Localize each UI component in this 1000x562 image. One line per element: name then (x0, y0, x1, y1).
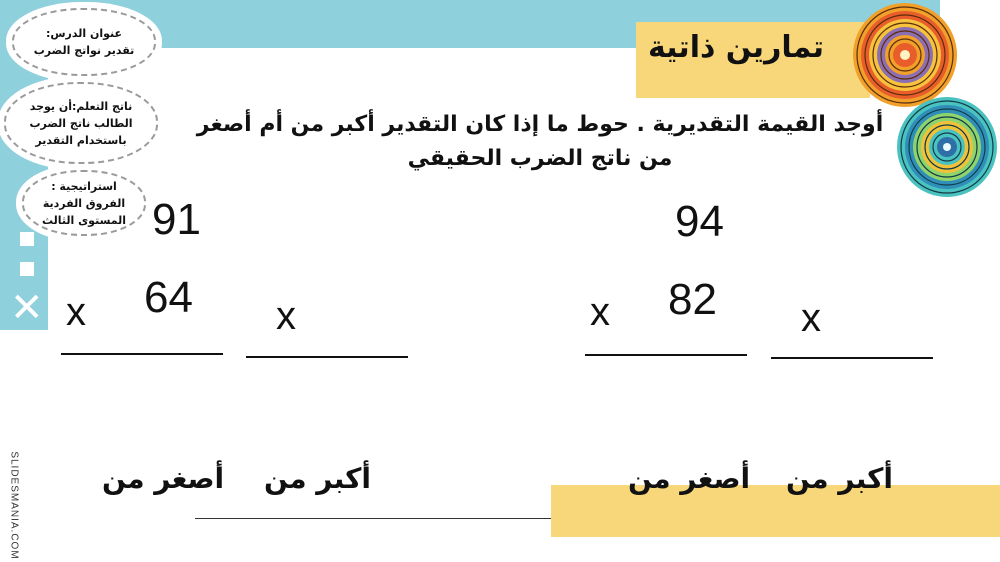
problem-2-bottom-number: 82 (668, 275, 717, 324)
problem-2-answer-line (585, 354, 747, 356)
problem-1-bottom-number: 64 (144, 273, 193, 322)
lesson-title-cloud (12, 8, 156, 76)
problem-2-estimate-sign[interactable]: x (801, 296, 821, 340)
teal-mandala-icon (894, 94, 1000, 200)
strategy-cloud (22, 170, 146, 236)
problem-1-estimate-sign[interactable]: x (276, 294, 296, 338)
square-icon (20, 262, 34, 276)
learning-outcome-text: ناتج التعلم:أن يوجد الطالب ناتج الضرب باستخدام التقدير (29, 99, 133, 147)
problem-1-top-number: 91 (152, 195, 201, 244)
answer-banner (551, 485, 1000, 537)
instruction-text: أوجد القيمة التقديرية . حوط ما إذا كان التقدير أكبر من أم أصغر من ناتج الضرب الحقيقي (196, 112, 884, 171)
problem-2-multiply-sign: x (590, 290, 610, 334)
problem-1-estimate-line[interactable] (246, 356, 408, 358)
lesson-title-text: عنوان الدرس: تقدير نواتج الضرب (33, 27, 135, 57)
problem-1-answer-line (61, 353, 223, 355)
problem-2-estimate-line[interactable] (771, 357, 933, 359)
problem-1-less-than-option[interactable]: أصغر من (102, 462, 225, 495)
problem-2-top-number: 94 (675, 197, 724, 246)
problem-1-multiply-sign: x (66, 290, 86, 334)
problem-2-less-than-option[interactable]: أصغر من (628, 462, 751, 495)
problem-2-greater-than-option[interactable]: أكبر من (786, 462, 894, 495)
strategy-text: استراتيجية : الفروق الفردية المستوى الثالث (41, 179, 127, 227)
square-icon (20, 232, 34, 246)
divider-line (195, 518, 551, 519)
problem-1-greater-than-option[interactable]: أكبر من (264, 462, 372, 495)
learning-outcome-cloud (4, 82, 158, 164)
page-title: تمارين ذاتية (647, 30, 824, 65)
x-icon: ✕ (10, 285, 44, 331)
brand-watermark: SLIDESMANIA.COM (8, 451, 20, 560)
